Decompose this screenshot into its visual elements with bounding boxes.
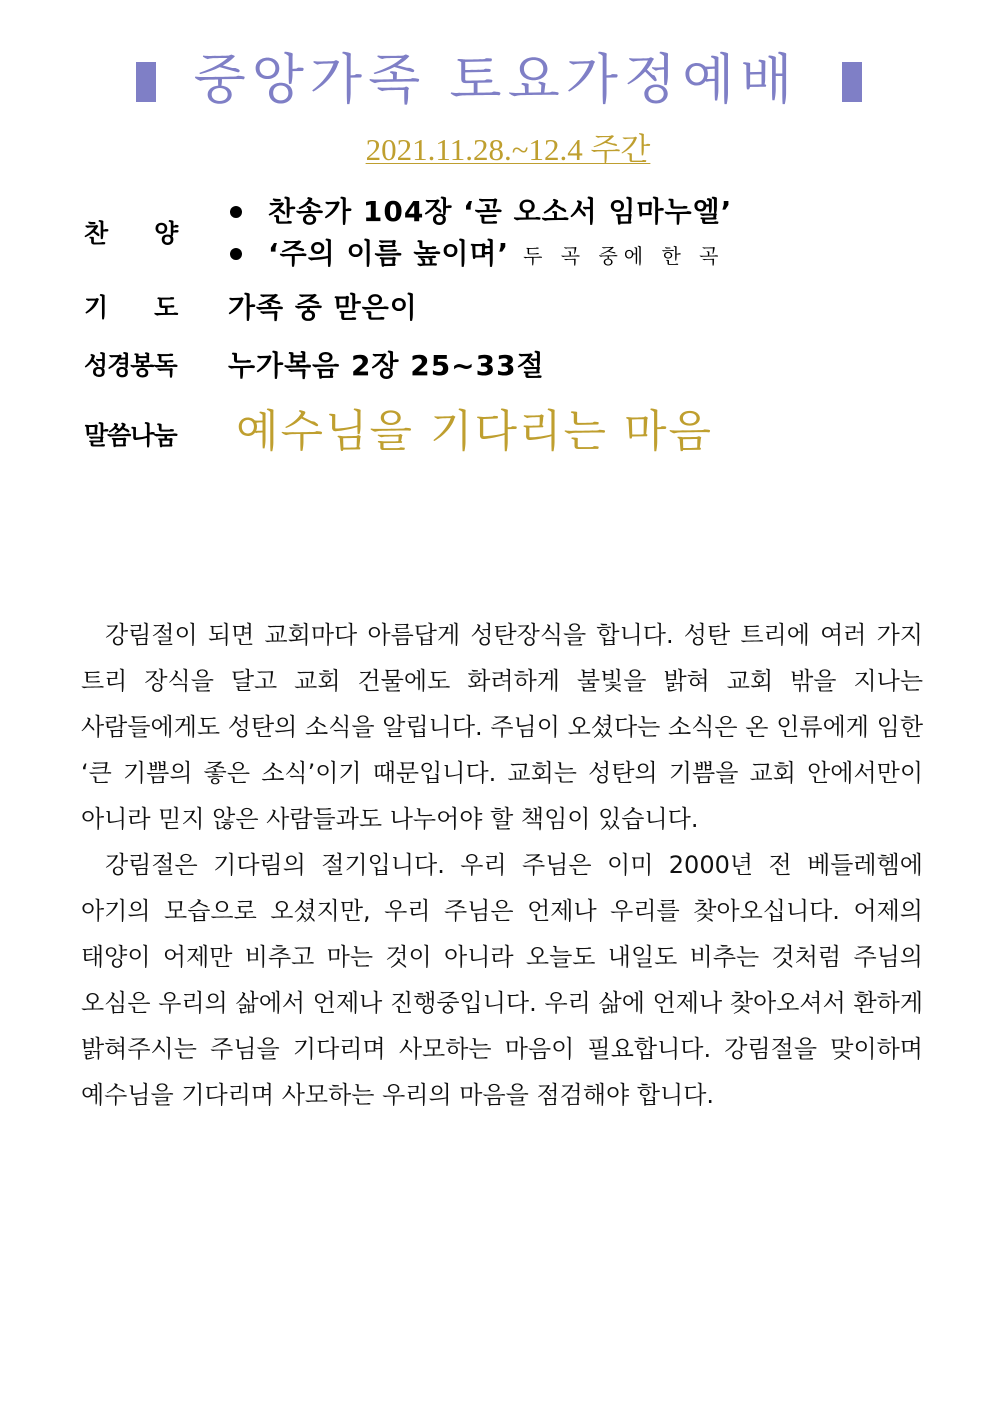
- sermon-label: 말씀나눔: [84, 421, 177, 450]
- hymn-label: 찬양: [84, 219, 225, 248]
- title-right-bar: [842, 62, 862, 102]
- hymn-choice-note: 두 곡 중에 한 곡: [523, 244, 725, 268]
- body-paragraph-2: 강림절은 기다림의 절기입니다. 우리 주님은 이미 2000년 전 베들레헴에 아기의 모습으로 오셨지만, 우리 주님은 언제나 우리를 찾아오십니다. 어제의 태양이 어제만 비추고 마는 것이 아니라 오늘도 내일도 비추는 것처럼 주님의 오심은 우리의 삶에서 언제나 진행중입니다. 우리 삶에 언제나 찾아오셔서 환하게 밝혀주시는 주님을 기다리며 사모하는 마음이 필요합니다. 강림절을 맞이하며 예수님을 기다리며 사모하는 우리의 마음을 점검해야 합니다.: [81, 851, 923, 1109]
- hymn-option-2-title: ‘주의 이름 높이며’: [268, 237, 510, 270]
- hymn-option-2-text: [268, 234, 724, 276]
- hymn-option-1-text: [268, 192, 732, 232]
- week-date: [0, 128, 992, 172]
- scripture-reading-value: 누가복음 2장 25~33절: [228, 349, 545, 382]
- prayer-value: 가족 중 맏은이: [228, 291, 418, 324]
- sermon-title: 예수님을 기다리는 마음: [236, 406, 714, 457]
- week-date-text: 2021.11.28.~12.4 주간: [365, 132, 651, 167]
- scripture-reading-label: 성경봉독: [84, 351, 177, 380]
- body-paragraph-1: 강림절이 되면 교회마다 아름답게 성탄장식을 합니다. 성탄 트리에 여러 가지 트리 장식을 달고 교회 건물에도 화려하게 불빛을 밝혀 교회 밖을 지나는 사람들에게도 성탄의 소식을 알립니다. 주님이 오셨다는 소식은 온 인류에게 임한 ‘큰 기쁨의 좋은 소식’이기 때문입니다. 교회는 성탄의 기쁨을 교회 안에서만이 아니라 믿지 않은 사람들과도 나누어야 할 책임이 있습니다.: [81, 621, 923, 833]
- prayer-label: 기도: [84, 293, 225, 322]
- sermon-body: [81, 612, 923, 1118]
- hymn-option-1-title: 찬송가 104장 ‘곧 오소서 임마누엘’: [268, 195, 733, 228]
- bullet-dot-icon: [230, 248, 242, 260]
- page-title: 중앙가족 토요가정예배: [193, 48, 799, 111]
- bullet-dot-icon: [230, 206, 242, 218]
